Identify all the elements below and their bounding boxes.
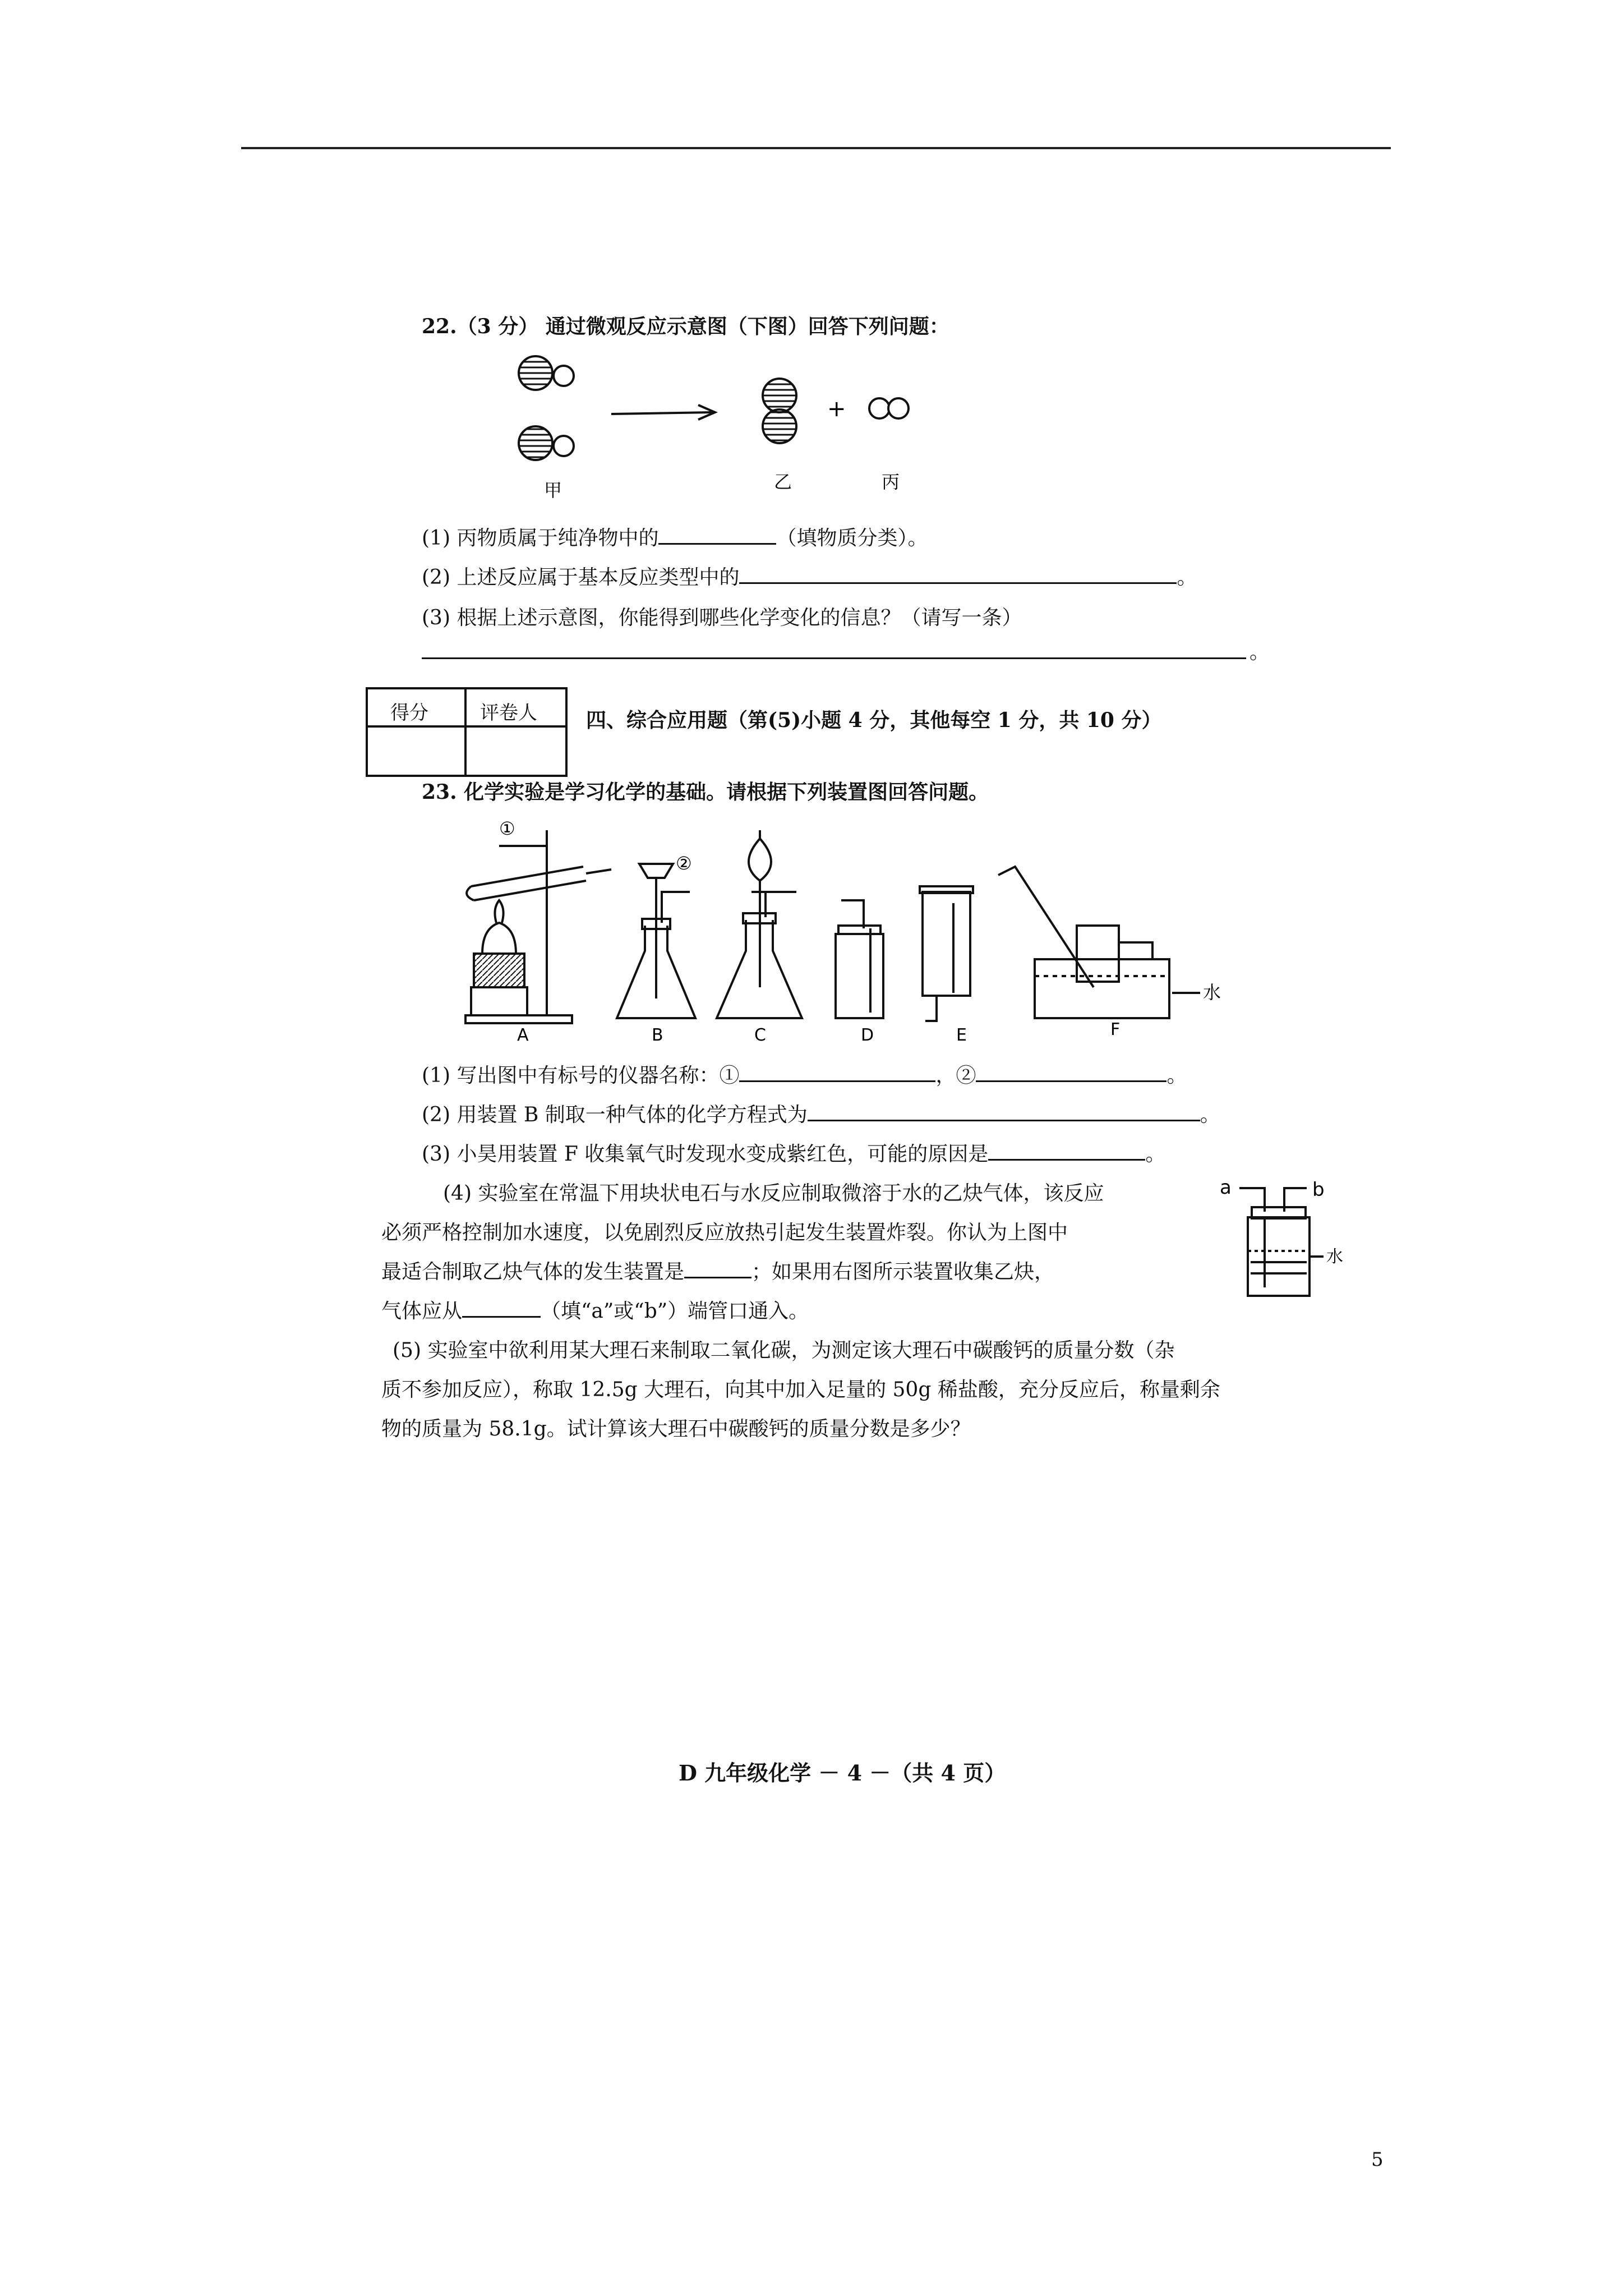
q23-sub5-line3: 物的质量为 58.1g。试计算该大理石中碳酸钙的质量分数是多少？ xyxy=(381,1418,971,1441)
answer-blank-2[interactable] xyxy=(976,1064,1166,1082)
molecule-jia-2 xyxy=(519,426,574,460)
molecule-yi xyxy=(763,379,796,443)
q23-sub4-line4: 气体应从 （填“a”或“b”）端管口通入。 xyxy=(381,1300,809,1323)
q23-sub4-line3: 最适合制取乙炔气体的发生装置是 ；如果用右图所示装置收集乙炔， xyxy=(381,1260,1055,1283)
label-d: D xyxy=(861,1025,874,1043)
plus-sign: + xyxy=(827,396,846,422)
mark-1: ① xyxy=(499,818,515,839)
label-bing: 丙 xyxy=(882,471,900,493)
water-label: 水 xyxy=(1326,1247,1343,1267)
answer-blank[interactable] xyxy=(988,1142,1145,1161)
molecule-jia-1 xyxy=(519,356,574,390)
apparatus-d xyxy=(836,900,883,1018)
mark-2: ② xyxy=(676,853,692,874)
q22-sub2: (2) 上述反应属于基本反应类型中的 。 xyxy=(422,566,1197,589)
q23-header: 23. 化学实验是学习化学的基础。请根据下列装置图回答问题。 xyxy=(422,780,989,804)
q22-sub3-answer-line[interactable] xyxy=(422,657,1246,659)
score-label: 得分 xyxy=(390,702,428,724)
q23-sub4-line2: 必须严格控制加水速度，以免剧烈反应放热引起发生装置炸裂。你认为上图中 xyxy=(381,1221,1068,1244)
answer-blank[interactable] xyxy=(658,526,776,545)
q22-sub3-end: 。 xyxy=(1249,641,1270,664)
page-footer: D 九年级化学 － 4 －（共 4 页） xyxy=(679,1760,1006,1786)
q23-sub2: (2) 用装置 B 制取一种气体的化学方程式为 。 xyxy=(422,1103,1220,1126)
reaction-arrow xyxy=(611,405,715,420)
label-a: A xyxy=(517,1025,529,1043)
q22-sub1: (1) 丙物质属于纯净物中的 （填物质分类）。 xyxy=(422,527,928,550)
grader-label: 评卷人 xyxy=(480,702,537,724)
port-b-label: b xyxy=(1312,1179,1325,1201)
apparatus-c xyxy=(717,830,802,1018)
q23-sub5-line1: (5) 实验室中欲利用某大理石来制取二氧化碳，为测定该大理石中碳酸钙的质量分数（杂 xyxy=(393,1339,1175,1362)
q22-header: 22.（3 分） 通过微观反应示意图（下图）回答下列问题： xyxy=(422,315,949,338)
molecule-bing xyxy=(869,398,909,418)
label-jia: 甲 xyxy=(544,480,562,501)
q23-sub4-line1: (4) 实验室在常温下用块状电石与水反应制取微溶于水的乙炔气体，该反应 xyxy=(443,1182,1104,1205)
apparatus-e xyxy=(920,886,973,1021)
q23-sub5-line2: 质不参加反应），称取 12.5g 大理石，向其中加入足量的 50g 稀盐酸，充分反应后，称量剩余 xyxy=(381,1378,1220,1401)
answer-blank[interactable] xyxy=(684,1260,751,1278)
top-rule xyxy=(241,147,1391,149)
section-4-title: 四、综合应用题（第(5)小题 4 分，其他每空 1 分，共 10 分） xyxy=(586,708,1162,732)
port-a-label: a xyxy=(1220,1176,1232,1199)
answer-blank-1[interactable] xyxy=(739,1064,935,1082)
label-f: F xyxy=(1110,1020,1121,1039)
answer-blank[interactable] xyxy=(808,1103,1200,1121)
apparatus-diagram xyxy=(449,808,1262,1043)
label-e: E xyxy=(956,1025,967,1043)
score-box xyxy=(366,687,568,777)
apparatus-f xyxy=(998,867,1200,1018)
answer-blank[interactable] xyxy=(739,565,1177,584)
page-number: 5 xyxy=(1371,2148,1384,2171)
reaction-diagram xyxy=(505,342,953,505)
answer-blank[interactable] xyxy=(462,1299,541,1318)
label-c: C xyxy=(754,1025,766,1043)
label-b: B xyxy=(652,1025,663,1043)
label-yi: 乙 xyxy=(774,471,792,493)
q23-sub3: (3) 小昊用装置 F 收集氧气时发现水变成紫红色，可能的原因是 。 xyxy=(422,1143,1166,1166)
apparatus-b xyxy=(617,864,695,1018)
apparatus-a xyxy=(465,830,611,1023)
q22-sub3: (3) 根据上述示意图，你能得到哪些化学变化的信息？（请写一条） xyxy=(422,606,1022,629)
q23-sub1: (1) 写出图中有标号的仪器名称：① ，② 。 xyxy=(422,1064,1187,1087)
collection-bottle-diagram xyxy=(1217,1172,1352,1301)
label-water: 水 xyxy=(1203,982,1221,1003)
